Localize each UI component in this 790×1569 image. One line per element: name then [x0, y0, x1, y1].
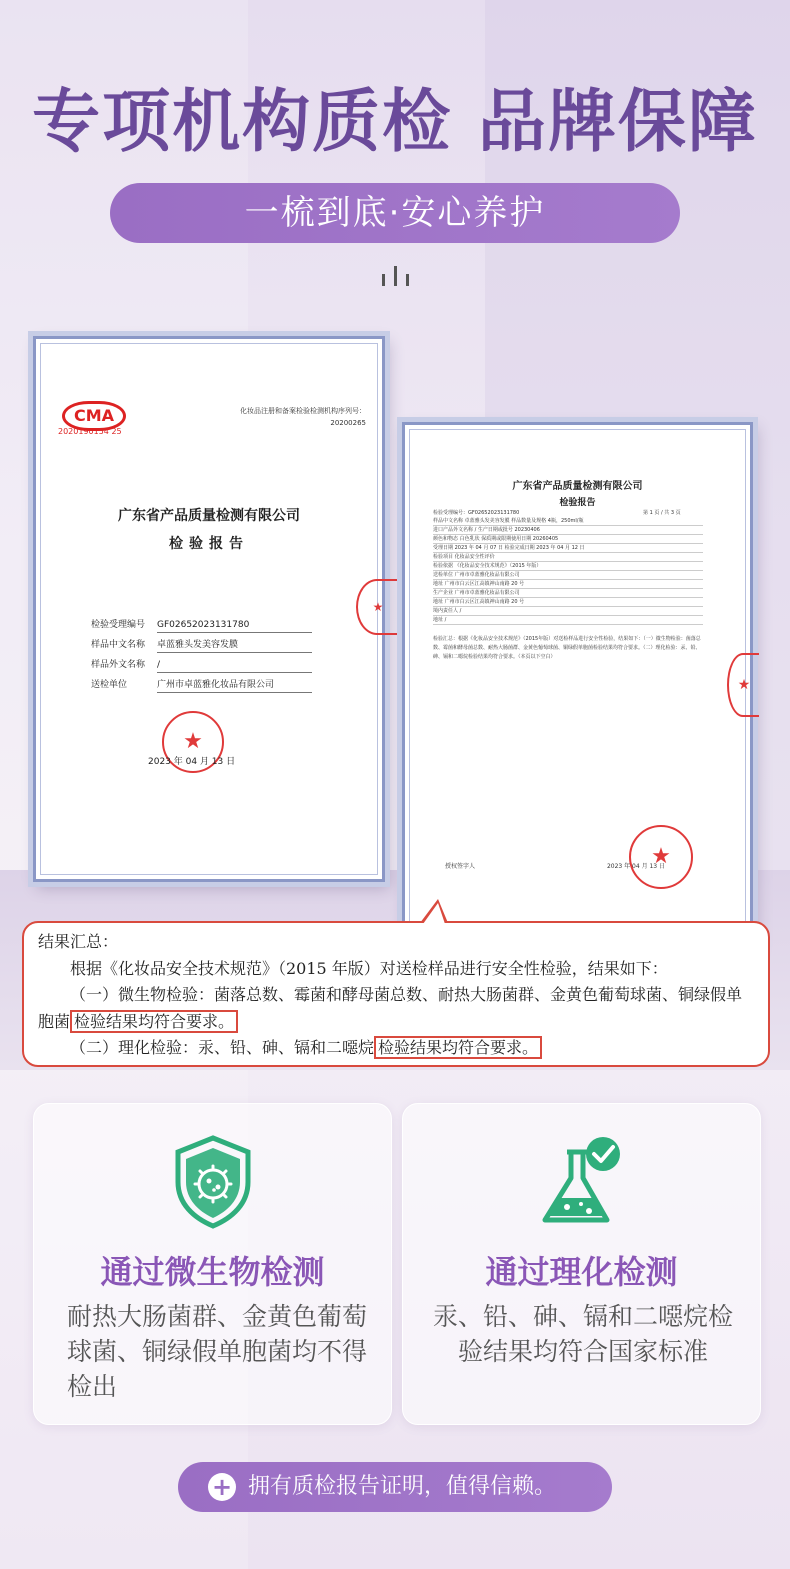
- field-row: 检验受理编号 GF02652023131780: [91, 617, 316, 633]
- company-name: 广东省产品质量检测有限公司: [512, 481, 643, 492]
- page-number: 第 1 页 / 共 3 页: [643, 510, 681, 516]
- summary-line: （二）理化检验：汞、铅、砷、镉和二噁烷 检验结果均符合要求。: [38, 1035, 756, 1062]
- result-summary-bubble: [22, 921, 770, 1067]
- report-title: 检验报告: [169, 536, 249, 552]
- table-row: 检验依据 《化妆品安全技术规范》（2015 年版）: [433, 562, 703, 571]
- summary-line: 根据《化妆品安全技术规范》（2015 年版）对送检样品进行安全性检验，结果如下：: [70, 958, 668, 978]
- cert-label: 化妆品注册和备案检验检测机构序列号：: [240, 407, 366, 415]
- field-row: 样品中文名称 卓蓝雅头发美容发膜: [91, 637, 316, 653]
- company-name: 广东省产品质量检测有限公司: [118, 508, 300, 524]
- field-row: 样品外文名称 /: [91, 657, 316, 673]
- table-row: 进口产品外文名称 / 生产日期或批号 20230406: [433, 526, 703, 535]
- microbe-test-card: [33, 1103, 392, 1425]
- report-date: 2023 年 04 月 13 日: [148, 757, 236, 767]
- table-row: 样品中文名称 卓蓝雅头发美容发膜 样品数量及规格 4瓶，250ml/瓶: [433, 517, 703, 526]
- trust-banner: [178, 1462, 612, 1512]
- cma-number: 2020190154 25: [58, 427, 122, 436]
- seal-edge-icon: ★: [727, 653, 759, 717]
- table-row: 地址 广州市白云区江高镇神山南路 20 号: [433, 580, 703, 589]
- plus-icon: +: [208, 1473, 236, 1501]
- table-row: 境内责任人 /: [433, 607, 703, 616]
- card-description: 耐热大肠菌群、金黄色葡萄球菌、铜绿假单胞菌均不得检出: [67, 1302, 368, 1401]
- report-detail-page: [402, 422, 753, 948]
- decorative-ticks: [380, 264, 414, 286]
- headline: 专项机构质检 品牌保障: [32, 83, 758, 162]
- table-row: 颜色和物态 白色乳状 保质期或限期使用日期 20260405: [433, 535, 703, 544]
- bubble-tail-inner: [423, 903, 445, 924]
- table-row: 受理日期 2023 年 04 月 07 日 检验完成日期 2023 年 04 月 12 日: [433, 544, 703, 553]
- table-row: 地址 广州市白云区江高镇神山南路 20 号: [433, 598, 703, 607]
- signer-label: 授权签字人: [445, 863, 476, 870]
- cma-logo: CMA: [62, 401, 126, 431]
- red-seal-icon: ★: [162, 711, 224, 773]
- card-title: 通过微生物检测: [100, 1253, 325, 1291]
- report-cover-page: [33, 336, 385, 882]
- summary-heading: 结果汇总：: [38, 932, 119, 951]
- seal-edge-icon: ★: [356, 579, 398, 635]
- header-number: 检验受理编号：GF02652023131780: [433, 510, 520, 516]
- card-title: 通过理化检测: [485, 1253, 678, 1291]
- highlight-box: 检验结果均符合要求。: [70, 1010, 238, 1033]
- cert-number: 20200265: [330, 419, 366, 427]
- physchem-test-card: [402, 1103, 761, 1425]
- table-row: 地址 /: [433, 616, 703, 625]
- highlight-box: 检验结果均符合要求。: [374, 1036, 542, 1059]
- flask-check-icon: [537, 1134, 627, 1229]
- report-table: [433, 517, 703, 625]
- sign-date: 2023 年 04 月 13 日: [606, 863, 666, 870]
- summary-text: 检验汇总：根据《化妆品安全技术规范》（2015年版）对送检样品进行安全性检验，结果如下：（一）微生物检验：菌落总数、霉菌和酵母菌总数、耐热大肠菌群、金黄色葡萄球菌、铜绿假单胞菌检验结果均符合要求。（二）理化检验：汞、铅、砷、镉和二噁烷检验结果均符合要求。（本页以下空白）: [433, 636, 701, 660]
- table-row: 送检单位 广州市卓蓝雅化妆品有限公司: [433, 571, 703, 580]
- subtitle-pill: 一梳到底·安心养护: [110, 183, 680, 243]
- table-row: 生产企业 广州市卓蓝雅化妆品有限公司: [433, 589, 703, 598]
- trust-text: 拥有质检报告证明，值得信赖。: [248, 1474, 557, 1499]
- summary-line: （一）微生物检验：菌落总数、霉菌和酵母菌总数、耐热大肠菌群、金黄色葡萄球菌、铜绿假单胞菌 检验结果均符合要求。: [38, 985, 743, 1031]
- virus-shield-icon: [168, 1134, 258, 1229]
- red-seal-icon: ★: [629, 825, 693, 889]
- card-description: 汞、铅、砷、镉和二噁烷检验结果均符合国家标准: [433, 1302, 734, 1366]
- table-row: 检验项目 化妆品安全性评价: [433, 553, 703, 562]
- report-title: 检验报告: [559, 498, 596, 508]
- field-row: 送检单位 广州市卓蓝雅化妆品有限公司: [91, 677, 316, 693]
- cert-info: [186, 405, 366, 429]
